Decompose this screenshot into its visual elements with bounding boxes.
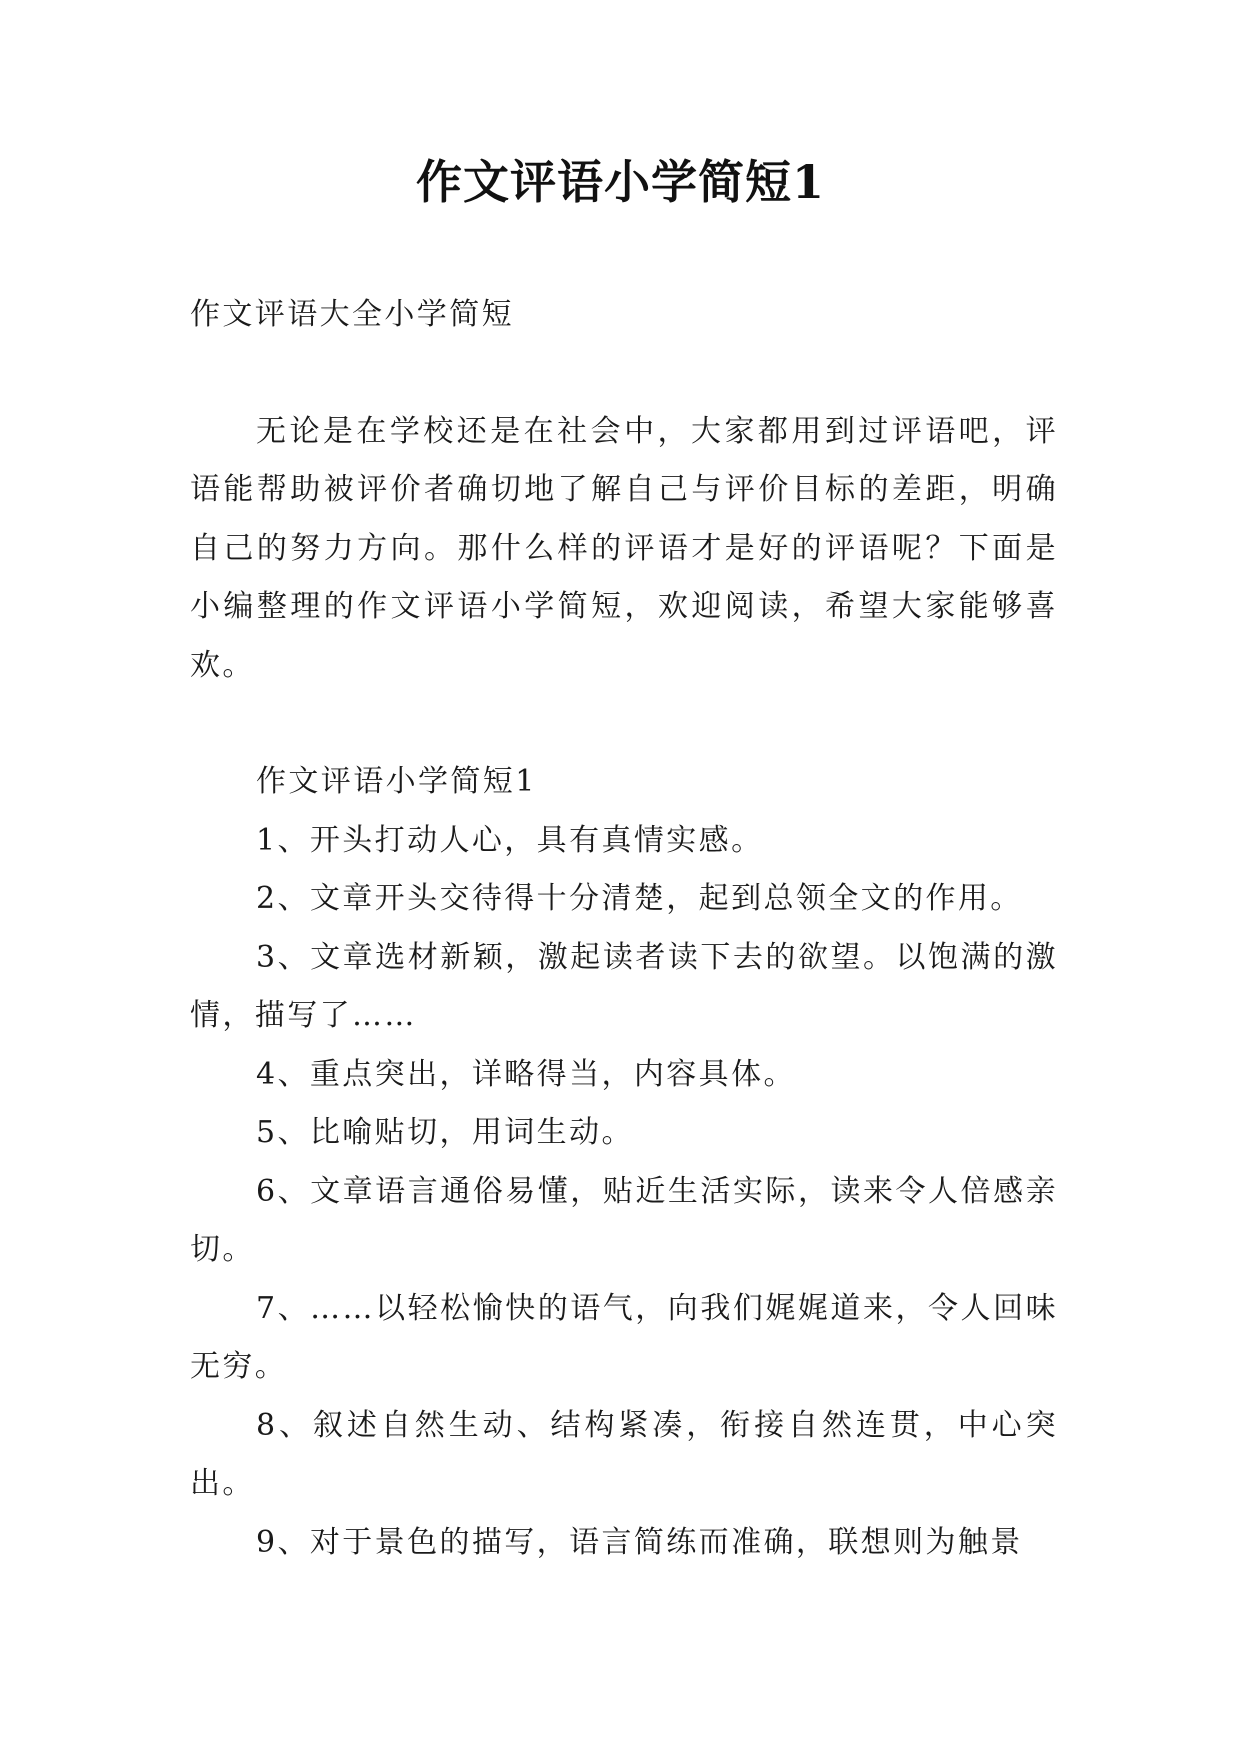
document-body (190, 286, 1058, 1572)
list-item: 4、重点突出，详略得当，内容具体。 (256, 1056, 796, 1092)
document-heading: 作文评语大全小学简短 (190, 297, 514, 332)
document-title: 作文评语小学简短1 (415, 155, 825, 209)
list-item: 9、对于景色的描写，语言简练而准确，联想则为触景 (256, 1524, 1023, 1560)
list-item: 1、开头打动人心，具有真情实感。 (256, 822, 764, 858)
list-item: 3、文章选材新颖，激起读者读下去的欲望。以饱满的激情，描写了…… (190, 939, 1058, 1033)
list-item: 2、文章开头交待得十分清楚，起到总领全文的作用。 (256, 881, 1023, 916)
list-item: 7、……以轻松愉快的语气，向我们娓娓道来，令人回味无穷。 (190, 1290, 1058, 1384)
comment-list (190, 812, 1058, 1573)
section-title: 作文评语小学简短1 (256, 764, 537, 799)
intro-paragraph: 无论是在学校还是在社会中，大家都用到过评语吧，评语能帮助被评价者确切地了解自己与评价目标的差距，明确自己的努力方向。那什么样的评语才是好的评语呢？下面是小编整理的作文评语小学简短，欢迎阅读，希望大家能够喜欢。 (190, 413, 1058, 683)
list-item: 6、文章语言通俗易懂，贴近生活实际，读来令人倍感亲切。 (190, 1173, 1058, 1267)
list-item: 8、叙述自然生动、结构紧凑，衔接自然连贯，中心突出。 (190, 1407, 1058, 1501)
list-item: 5、比喻贴切，用词生动。 (256, 1115, 634, 1150)
